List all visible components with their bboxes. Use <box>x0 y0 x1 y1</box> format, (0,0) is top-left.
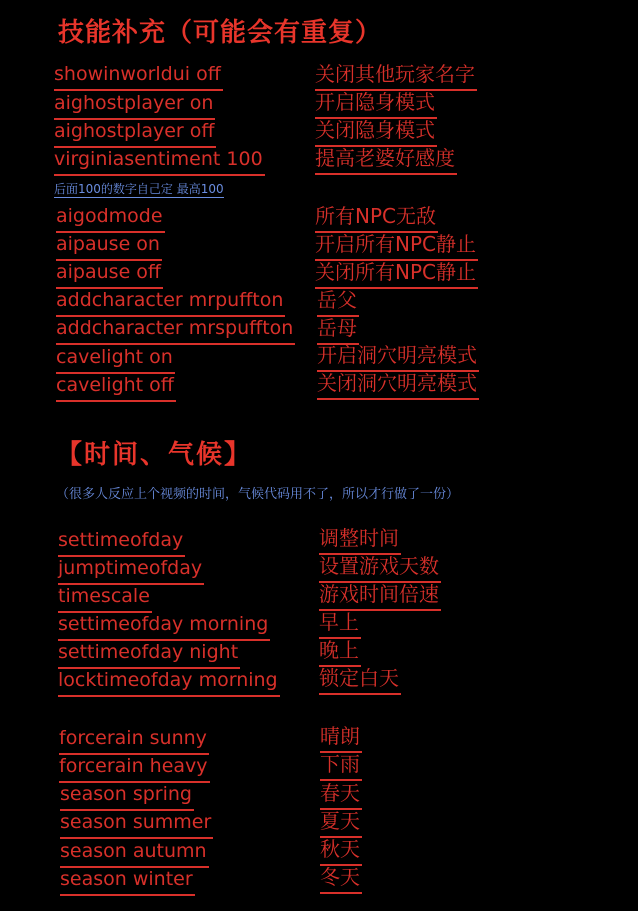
command-description: 冬天 <box>320 866 362 894</box>
command-cavelight-on: cavelight on <box>56 346 175 374</box>
note-sentiment-range: 后面100的数字自己定 最高100 <box>54 182 224 196</box>
note-why-new-list: （很多人反应上个视频的时间，气候代码用不了，所以才行做了一份） <box>56 487 460 502</box>
command-description: 调整时间 <box>319 527 401 555</box>
command-timescale: timescale <box>58 585 152 613</box>
command-forcerain-heavy: forcerain heavy <box>59 755 210 783</box>
command-aipause-off: aipause off <box>56 261 163 289</box>
command-season-spring: season spring <box>60 783 194 811</box>
command-aighostplayer-on: aighostplayer on <box>54 92 215 120</box>
command-description: 关闭洞穴明亮模式 <box>317 372 479 400</box>
command-season-autumn: season autumn <box>60 840 209 868</box>
command-aigodmode: aigodmode <box>56 205 165 233</box>
command-settimeofday-night: settimeofday night <box>58 641 240 669</box>
command-cavelight-off: cavelight off <box>56 374 176 402</box>
command-aighostplayer-off: aighostplayer off <box>54 120 216 148</box>
command-description: 提高老婆好感度 <box>315 147 457 175</box>
command-description: 关闭所有NPC静止 <box>315 261 478 289</box>
command-forcerain-sunny: forcerain sunny <box>59 727 209 755</box>
command-description: 早上 <box>319 611 361 639</box>
command-description: 岳母 <box>317 317 359 345</box>
command-virginiasentiment: virginiasentiment 100 <box>54 148 265 176</box>
command-description: 秋天 <box>320 838 362 866</box>
command-locktimeofday-morning: locktimeofday morning <box>58 669 280 697</box>
command-addcharacter-mrpuffton: addcharacter mrpuffton <box>56 289 285 317</box>
command-description: 设置游戏天数 <box>319 555 441 583</box>
command-description: 夏天 <box>320 810 362 838</box>
command-description: 游戏时间倍速 <box>319 583 441 611</box>
command-description: 晴朗 <box>320 725 362 753</box>
command-description: 关闭隐身模式 <box>315 119 437 147</box>
command-description: 下雨 <box>320 753 362 781</box>
command-season-winter: season winter <box>60 868 195 896</box>
command-description: 所有NPC无敌 <box>315 205 438 233</box>
command-description: 开启洞穴明亮模式 <box>317 344 479 372</box>
command-settimeofday-morning: settimeofday morning <box>58 613 270 641</box>
command-description: 晚上 <box>319 639 361 667</box>
command-settimeofday: settimeofday <box>58 529 185 557</box>
command-description: 春天 <box>320 782 362 810</box>
command-description: 锁定白天 <box>319 667 401 695</box>
section-title-time-weather: 【时间、气候】 <box>56 440 253 470</box>
command-addcharacter-mrspuffton: addcharacter mrspuffton <box>56 317 295 345</box>
section-title-skills: 技能补充（可能会有重复） <box>58 18 383 48</box>
command-jumptimeofday: jumptimeofday <box>58 557 204 585</box>
command-description: 关闭其他玩家名字 <box>315 63 477 91</box>
command-description: 开启所有NPC静止 <box>315 233 478 261</box>
command-description: 岳父 <box>317 289 359 317</box>
command-season-summer: season summer <box>60 811 213 839</box>
command-aipause-on: aipause on <box>56 233 162 261</box>
command-showinworldui-off: showinworldui off <box>54 63 223 91</box>
command-description: 开启隐身模式 <box>315 91 437 119</box>
